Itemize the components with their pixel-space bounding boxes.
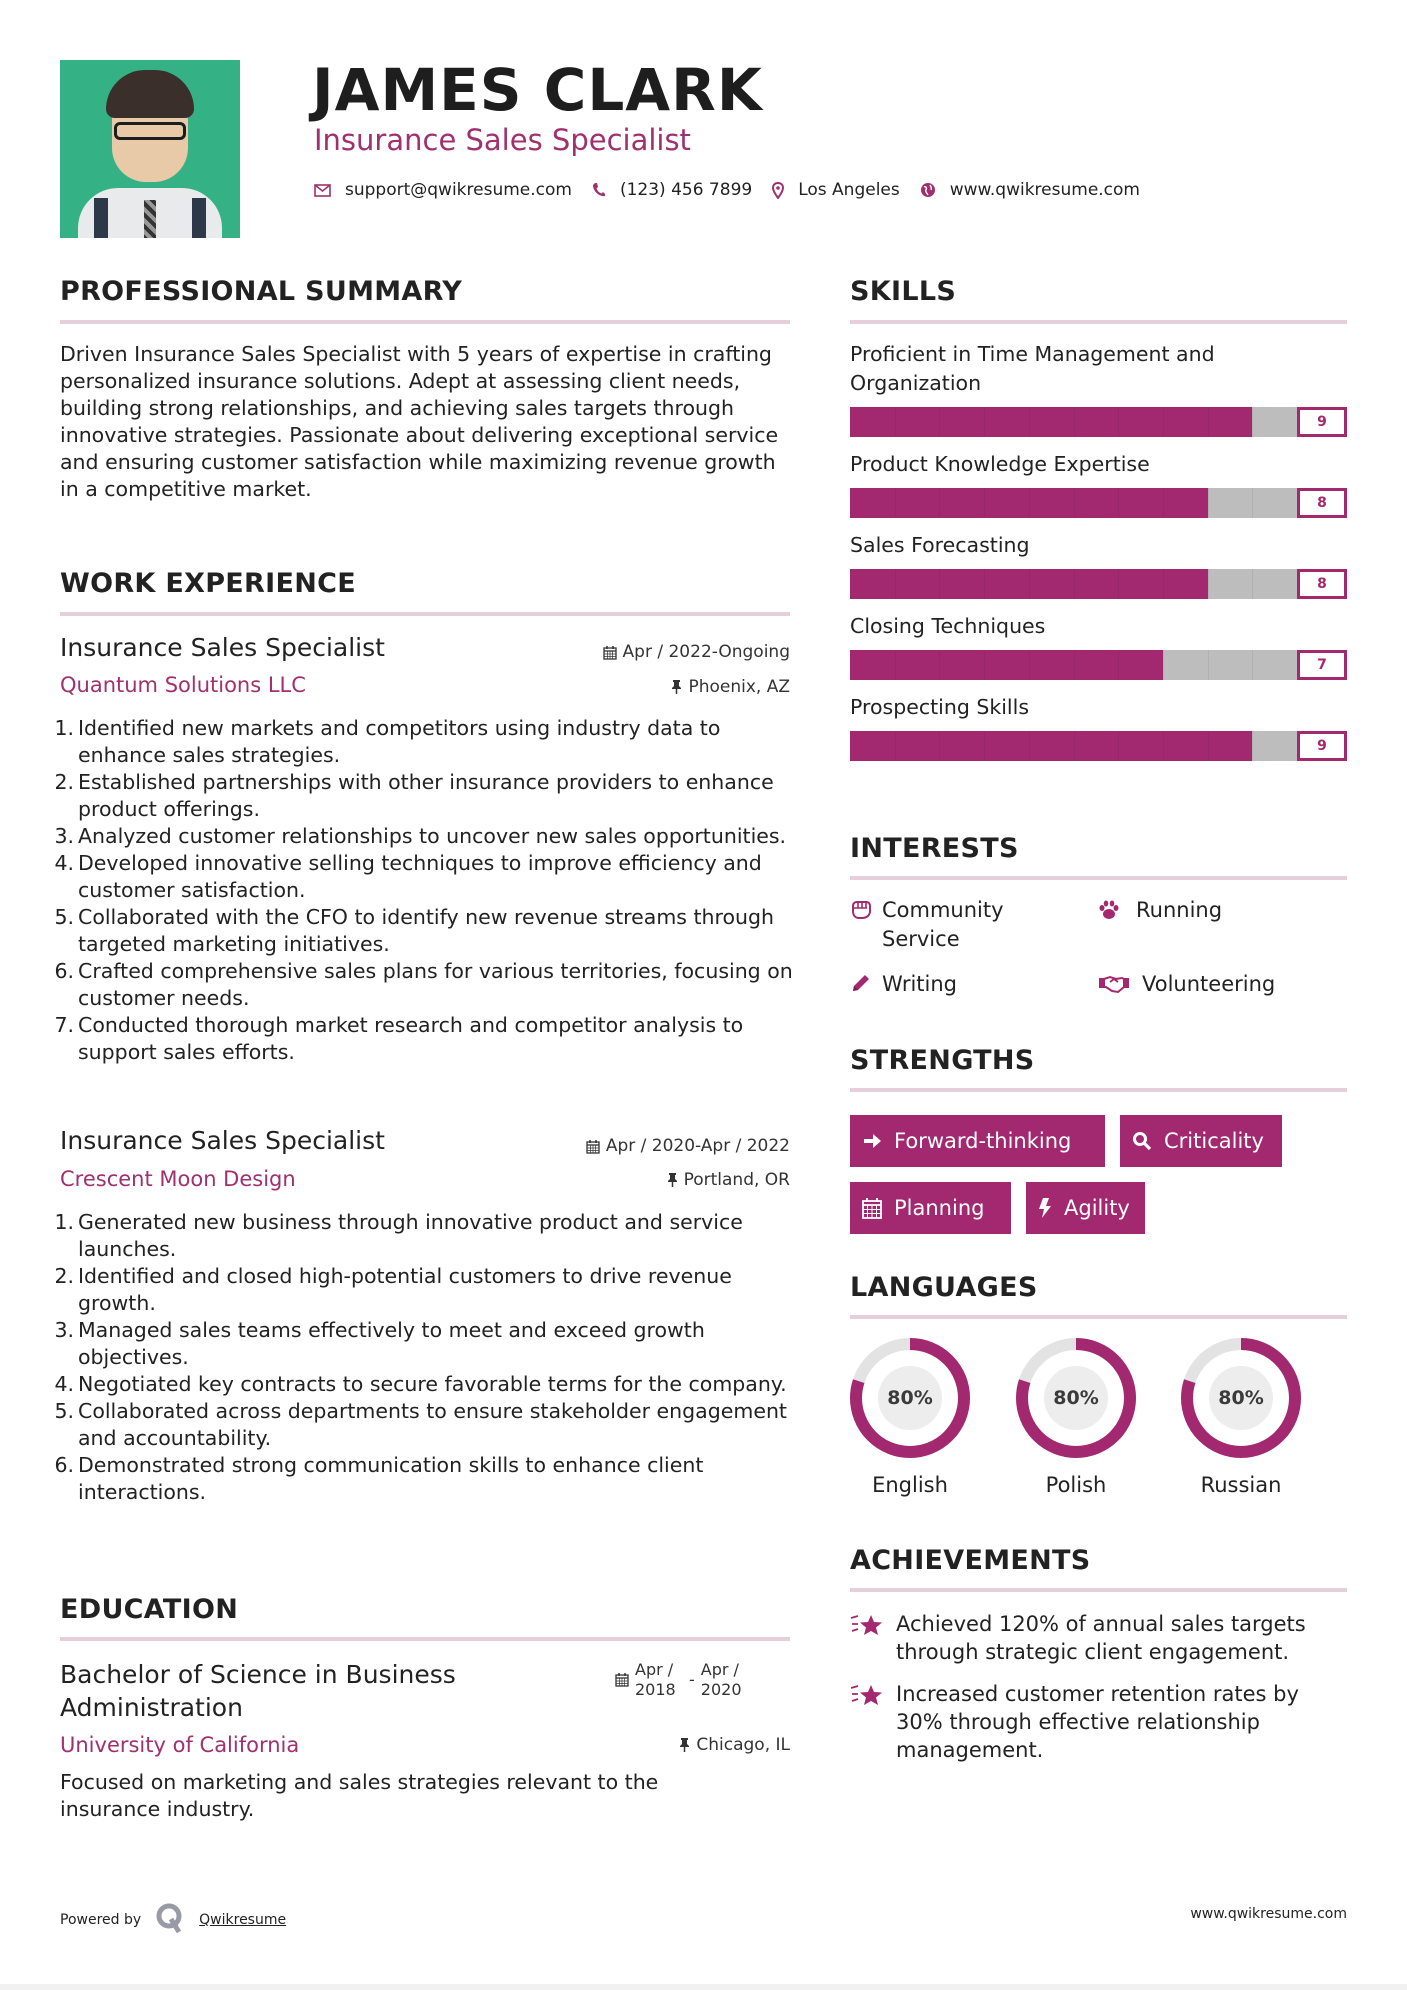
language-percent: 80% <box>1209 1366 1273 1430</box>
list-item: 5. Collaborated across departments to ensure stakeholder engagement and accountability. <box>54 1399 787 1450</box>
strength-chip: Planning <box>850 1182 1011 1234</box>
list-item: 4. Negotiated key contracts to secure favorable terms for the company. <box>54 1372 787 1396</box>
contact-website[interactable]: www.qwikresume.com <box>949 180 1140 200</box>
education-description: Focused on marketing and sales strategies relevant to the insurance industry. <box>60 1770 659 1821</box>
achievements-heading: ACHIEVEMENTS <box>850 1545 1091 1576</box>
job-location: Portland, OR <box>540 1170 790 1190</box>
qwikresume-logo-icon <box>155 1902 185 1938</box>
calendar-icon <box>603 645 617 660</box>
skill-item <box>850 612 1347 680</box>
strengths-heading: STRENGTHS <box>850 1045 1035 1076</box>
job-title: Insurance Sales Specialist <box>60 633 385 662</box>
section-divider <box>60 612 790 616</box>
skill-item <box>850 450 1347 518</box>
skill-score: 8 <box>1297 488 1347 518</box>
language-progress-ring <box>1015 1337 1137 1459</box>
list-item: 6. Crafted comprehensive sales plans for various territories, focusing on customer needs. <box>54 959 793 1010</box>
search-icon <box>1132 1131 1152 1151</box>
skill-bar <box>850 731 1347 761</box>
section-divider <box>850 1588 1347 1592</box>
skill-label: Proficient in Time Management and Organization <box>850 342 1215 395</box>
degree-title: Bachelor of Science in Business Administration <box>60 1660 456 1722</box>
skill-score: 9 <box>1297 407 1347 437</box>
skills-list <box>850 340 1347 761</box>
pushpin-icon <box>679 1737 690 1753</box>
achievement-item: Achieved 120% of annual sales targets through strategic client engagement. <box>850 1610 1347 1666</box>
language-name: Russian <box>1200 1473 1282 1497</box>
contact-bar <box>314 180 1160 200</box>
shooting-star-icon <box>850 1610 896 1646</box>
skill-bar <box>850 650 1347 680</box>
contact-location: Los Angeles <box>798 180 900 200</box>
language-item <box>840 1337 980 1497</box>
bolt-icon <box>1038 1197 1052 1219</box>
achievement-item: Increased customer retention rates by 30% through effective relationship management. <box>850 1680 1347 1764</box>
summary-text: Driven Insurance Sales Specialist with 5 years of expertise in crafting personalized insurance solutions. Adept at assessing client needs, building strong relationships, and achieving sales targets through innovative strategies. Passionate about delivering exceptional service and ensuring customer satisfaction while maximizing revenue growth in a competitive market. <box>60 342 779 501</box>
calendar-icon <box>586 1139 600 1154</box>
pushpin-icon <box>667 1172 678 1188</box>
job-location: Phoenix, AZ <box>540 677 790 697</box>
envelope-icon <box>314 184 331 197</box>
arrow-right-icon <box>862 1132 882 1150</box>
skill-label: Closing Techniques <box>850 614 1046 638</box>
language-name: English <box>872 1473 948 1497</box>
skill-item <box>850 693 1347 761</box>
skill-label: Product Knowledge Expertise <box>850 452 1150 476</box>
interest-item: Writing <box>850 970 1070 1002</box>
language-percent: 80% <box>1044 1366 1108 1430</box>
education-location: Chicago, IL <box>540 1735 790 1755</box>
section-divider <box>850 876 1347 880</box>
candidate-name: JAMES CLARK <box>312 56 763 124</box>
education-dates <box>615 1660 749 1700</box>
phone-icon <box>592 182 606 198</box>
list-item: 7. Conducted thorough market research and competitor analysis to support sales efforts. <box>54 1013 744 1064</box>
list-item: 4. Developed innovative selling techniques to improve efficiency and customer satisfaction. <box>54 851 762 902</box>
skill-label: Sales Forecasting <box>850 533 1030 557</box>
pencil-icon <box>850 970 882 1002</box>
language-percent: 80% <box>878 1366 942 1430</box>
page-bottom-edge <box>0 1984 1407 1990</box>
job-dates: Apr / 2020-Apr / 2022 <box>540 1136 790 1156</box>
shooting-star-icon <box>850 1680 896 1716</box>
job-bullets <box>54 1209 795 1506</box>
contact-phone[interactable]: (123) 456 7899 <box>619 180 753 200</box>
experience-heading: WORK EXPERIENCE <box>60 568 356 599</box>
section-divider <box>60 320 790 324</box>
list-item: 6. Demonstrated strong communication skills to enhance client interactions. <box>54 1453 704 1504</box>
section-divider <box>60 1637 790 1641</box>
skill-score: 9 <box>1297 731 1347 761</box>
handshake-icon <box>1098 970 1142 1002</box>
section-divider <box>850 1315 1347 1319</box>
hand-fist-icon <box>850 896 882 928</box>
footer-website[interactable]: www.qwikresume.com <box>1190 1906 1347 1922</box>
globe-icon <box>920 182 936 198</box>
job-title: Insurance Sales Specialist <box>60 1126 385 1155</box>
languages-heading: LANGUAGES <box>850 1272 1038 1303</box>
interest-item: Running <box>1098 896 1338 928</box>
language-progress-ring <box>849 1337 971 1459</box>
date-separator: - <box>689 1670 695 1689</box>
profile-photo <box>60 60 240 238</box>
section-divider <box>850 1088 1347 1092</box>
education-end: Apr / 2020 <box>700 1660 742 1699</box>
education-heading: EDUCATION <box>60 1594 239 1625</box>
list-item: 1. Identified new markets and competitors using industry data to enhance sales strategies. <box>54 716 721 767</box>
candidate-title: Insurance Sales Specialist <box>314 123 691 157</box>
list-item: 5. Collaborated with the CFO to identify new revenue streams through targeted marketing initiatives. <box>54 905 775 956</box>
skill-bar <box>850 569 1347 599</box>
interests-heading: INTERESTS <box>850 833 1019 864</box>
calendar-icon <box>615 1672 629 1687</box>
skill-label: Prospecting Skills <box>850 695 1030 719</box>
list-item: 3. Managed sales teams effectively to meet and exceed growth objectives. <box>54 1318 705 1369</box>
list-item: 3. Analyzed customer relationships to uncover new sales opportunities. <box>54 824 787 848</box>
language-item <box>1006 1337 1146 1497</box>
strength-chip: Agility <box>1026 1182 1145 1234</box>
map-marker-icon <box>772 182 784 199</box>
skill-bar <box>850 407 1347 437</box>
skill-item <box>850 531 1347 599</box>
list-item: 2. Identified and closed high-potential customers to drive revenue growth. <box>54 1264 732 1315</box>
contact-email[interactable]: support@qwikresume.com <box>345 180 572 200</box>
job-dates: Apr / 2022-Ongoing <box>540 642 790 662</box>
language-item <box>1171 1337 1311 1497</box>
skill-bar <box>850 488 1347 518</box>
school-name: University of California <box>60 1733 300 1757</box>
calendar-icon <box>862 1197 882 1219</box>
language-name: Polish <box>1045 1473 1107 1497</box>
list-item: 2. Established partnerships with other insurance providers to enhance product offerings. <box>54 770 774 821</box>
job-bullets <box>54 715 795 1066</box>
skill-score: 8 <box>1297 569 1347 599</box>
list-item: 1. Generated new business through innovative product and service launches. <box>54 1210 743 1261</box>
section-divider <box>850 320 1347 324</box>
language-progress-ring <box>1180 1337 1302 1459</box>
skill-item <box>850 340 1347 437</box>
interest-item: Volunteering <box>1098 970 1338 1002</box>
pushpin-icon <box>671 679 682 695</box>
company-name: Quantum Solutions LLC <box>60 673 306 697</box>
company-name: Crescent Moon Design <box>60 1167 296 1191</box>
strength-chip: Forward-thinking <box>850 1115 1105 1167</box>
strength-chip: Criticality <box>1120 1115 1282 1167</box>
skill-score: 7 <box>1297 650 1347 680</box>
summary-heading: PROFESSIONAL SUMMARY <box>60 276 463 307</box>
footer-powered-by: Powered by Qwikresume <box>60 1902 286 1938</box>
education-start: Apr / 2018 <box>635 1660 676 1699</box>
skills-heading: SKILLS <box>850 276 957 307</box>
interest-item: Community Service <box>850 896 1070 954</box>
paw-icon <box>1098 896 1136 928</box>
qwikresume-link[interactable]: Qwikresume <box>199 1912 287 1928</box>
